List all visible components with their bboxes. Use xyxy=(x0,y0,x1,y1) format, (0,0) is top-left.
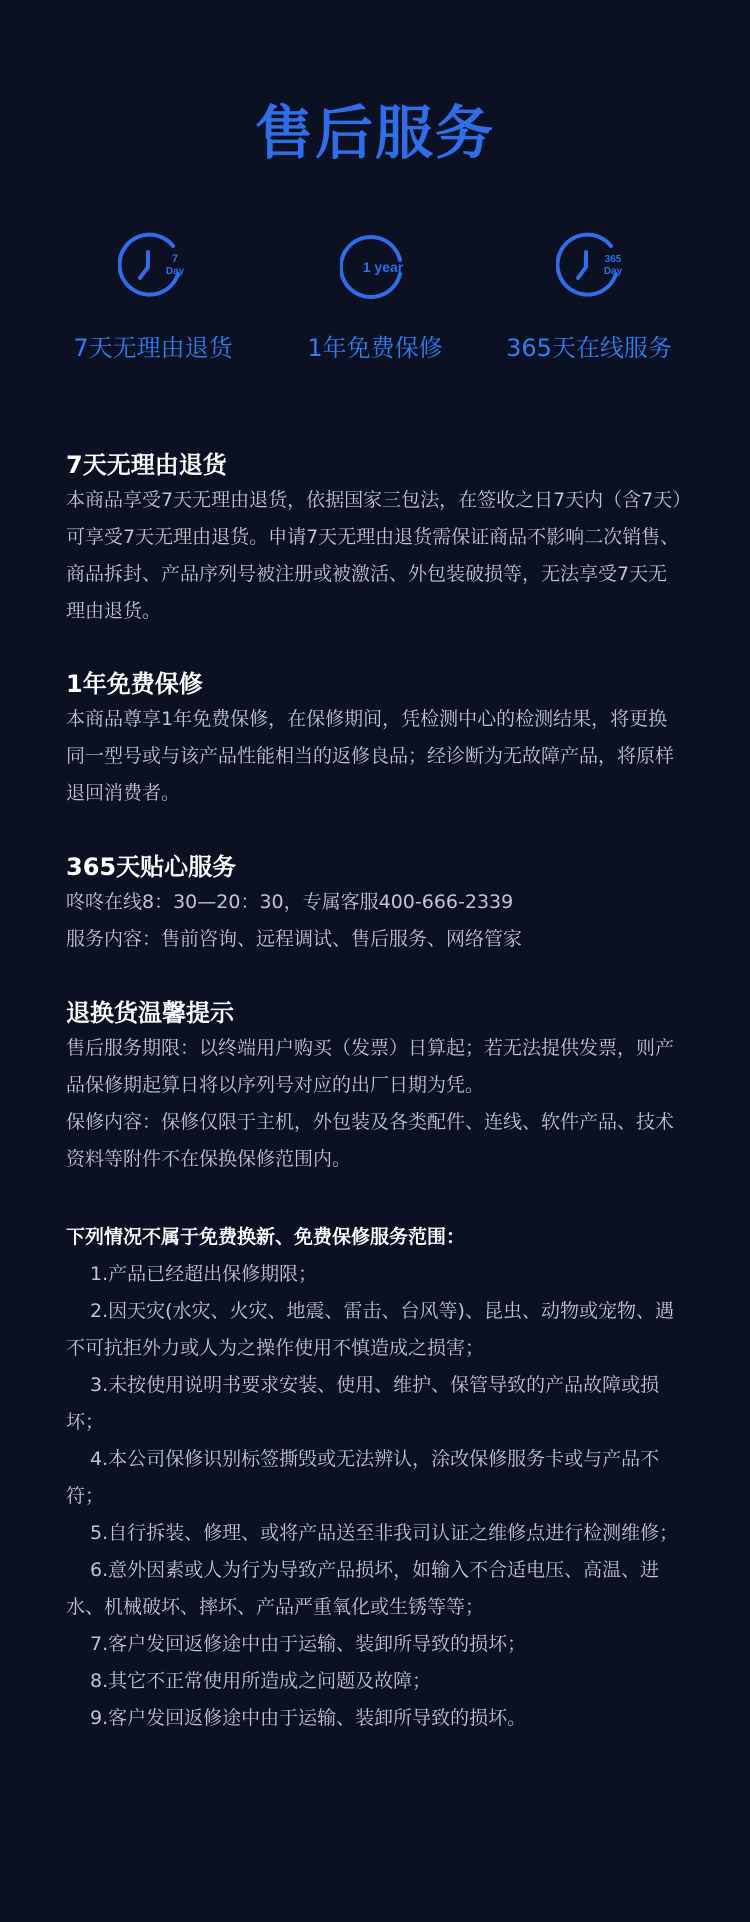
list-item: 5.自行拆装、修理、或将产品送至非我司认证之维修点进行检测维修； xyxy=(90,1522,679,1544)
icon-label-1year: 1年免费保修 xyxy=(307,334,443,362)
list-item: 6.意外因素或人为行为导致产品损坏，如输入不合适电压、高温、进水、机械破坏、摔坏、产品严重氧化或生锈等等； xyxy=(66,1559,660,1618)
section-paragraph: 保修内容：保修仅限于主机，外包装及各类配件、连线、软件产品、技术资料等附件不在保换保修范围内。 xyxy=(66,1111,675,1170)
section-7day-return xyxy=(66,448,686,630)
section-paragraph: 售后服务期限：以终端用户购买（发票）日算起；若无法提供发票，则产品保修期起算日将以序列号对应的出厂日期为凭。 xyxy=(66,1037,675,1096)
list-item: 2.因天灾(水灾、火灾、地震、雷击、台风等)、昆虫、动物或宠物、遇不可抗拒外力或人为之操作使用不慎造成之损害； xyxy=(66,1300,674,1359)
section-heading: 365天贴心服务 xyxy=(66,853,237,881)
svg-text:Day: Day xyxy=(603,266,623,277)
list-item: 9.客户发回返修途中由于运输、装卸所导致的损坏。 xyxy=(90,1707,527,1729)
page-title: 售后服务 xyxy=(254,99,495,167)
section-paragraph: 咚咚在线8：30—20：30，专属客服400-666-2339 xyxy=(66,891,514,913)
section-365day-service xyxy=(66,850,686,958)
list-item: 4.本公司保修识别标签撕毁或无法辨认，涂改保修服务卡或与产品不符； xyxy=(66,1448,660,1507)
section-paragraph: 本商品享受7天无理由退货，依据国家三包法，在签收之日7天内（含7天）可享受7天无理由退货。申请7天无理由退货需保证商品不影响二次销售、商品拆封、产品序列号被注册或被激活、外包装破损等，无法享受7天无理由退货。 xyxy=(66,489,682,622)
svg-text:1 year: 1 year xyxy=(362,259,404,275)
list-item: 8.其它不正常使用所造成之问题及故障； xyxy=(90,1670,432,1692)
svg-text:Day: Day xyxy=(165,266,185,277)
list-item: 3.未按使用说明书要求安装、使用、维护、保管导致的产品故障或损坏； xyxy=(66,1374,660,1433)
list-item: 7.客户发回返修途中由于运输、装卸所导致的损坏； xyxy=(90,1633,527,1655)
clock-365day-icon xyxy=(556,232,626,302)
notice-list xyxy=(66,1256,686,1737)
svg-text:7: 7 xyxy=(171,253,179,265)
section-return-tips xyxy=(66,996,686,1178)
notice-title: 下列情况不属于免费换新、免费保修服务范围： xyxy=(66,1226,466,1248)
section-heading: 1年免费保修 xyxy=(66,670,203,698)
section-paragraph: 服务内容：售前咨询、远程调试、售后服务、网络管家 xyxy=(66,928,523,950)
svg-text:365: 365 xyxy=(604,254,622,265)
section-heading: 退换货温馨提示 xyxy=(66,999,234,1027)
clock-7day-icon xyxy=(118,232,188,302)
icon-label-365day: 365天在线服务 xyxy=(506,334,672,362)
icon-label-7day: 7天无理由退货 xyxy=(73,334,233,362)
clock-1year-icon xyxy=(340,232,410,302)
section-paragraph: 本商品尊享1年免费保修，在保修期间，凭检测中心的检测结果，将更换同一型号或与该产品性能相当的返修良品；经诊断为无故障产品，将原样退回消费者。 xyxy=(66,708,675,804)
section-1year-warranty xyxy=(66,667,686,812)
section-heading: 7天无理由退货 xyxy=(66,451,227,479)
list-item: 1.产品已经超出保修期限； xyxy=(90,1263,318,1285)
